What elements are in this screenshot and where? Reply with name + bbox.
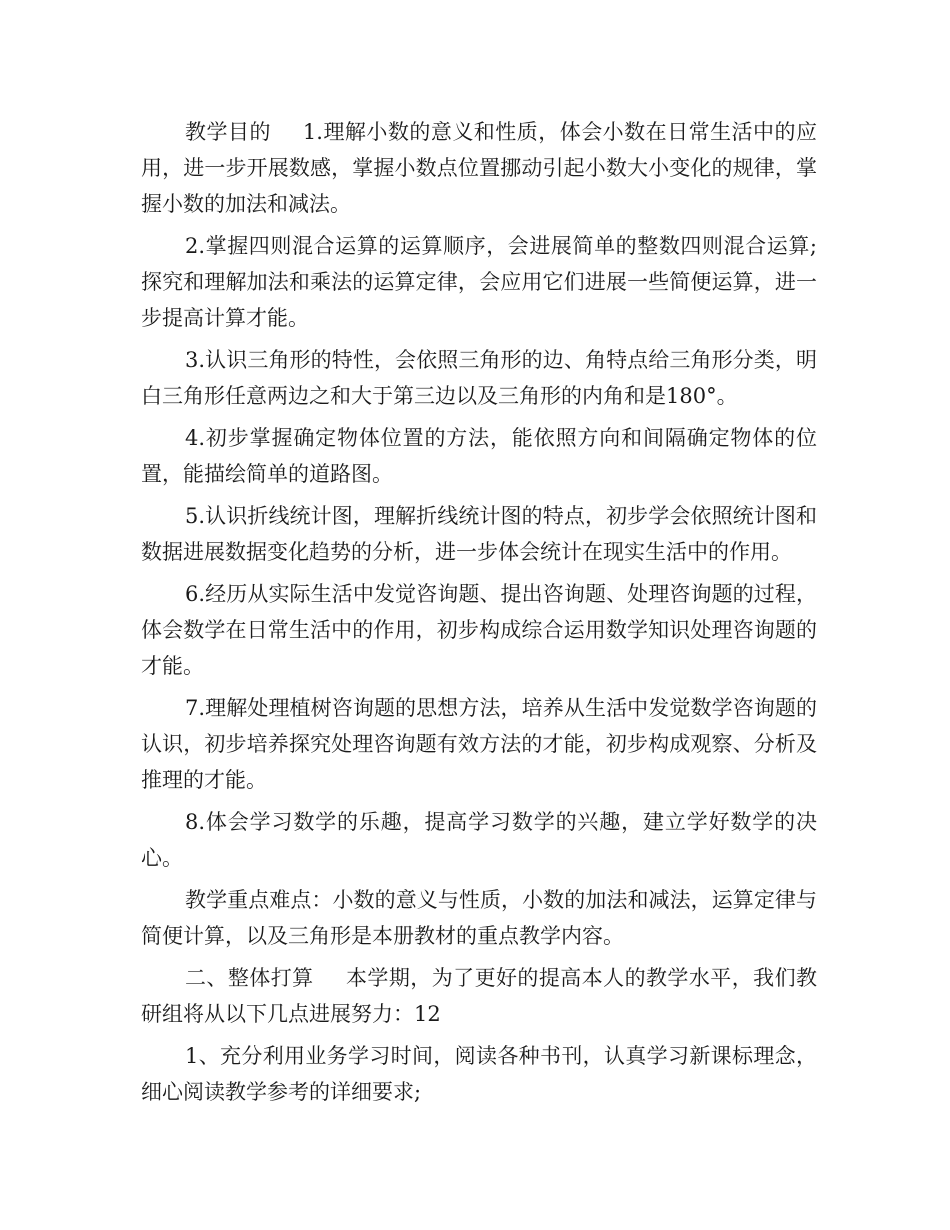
paragraph-key-points (141, 882, 817, 954)
paragraph-plan-item-1 (141, 1038, 817, 1110)
paragraph-text: 7.理解处理植树咨询题的思想方法，培养从生活中发觉数学咨询题的认识，初步培养探究处理咨询题有效方法的才能，初步构成观察、分析及推理的才能。 (141, 696, 817, 792)
section-label-overall-plan: 二、整体打算 (185, 966, 314, 990)
paragraph-objective-8 (141, 804, 817, 876)
paragraph-text: 4.初步掌握确定物体位置的方法，能依照方向和间隔确定物体的位置，能描绘简单的道路图。 (141, 426, 817, 486)
paragraph-text: 1.理解小数的意义和性质，体会小数在日常生活中的应用，进一步开展数感，掌握小数点位置挪动引起小数大小变化的规律，掌握小数的加法和减法。 (141, 120, 817, 216)
section-label-teaching-objectives: 教学目的 (185, 120, 271, 144)
paragraph-overall-plan (141, 960, 817, 1032)
paragraph-objective-6 (141, 576, 817, 684)
paragraph-objective-7 (141, 690, 817, 798)
paragraph-text: 3.认识三角形的特性，会依照三角形的边、角特点给三角形分类，明白三角形任意两边之和大于第三边以及三角形的内角和是180°。 (141, 348, 817, 408)
paragraph-text: 2.掌握四则混合运算的运算顺序，会进展简单的整数四则混合运算;探究和理解加法和乘法的运算定律，会应用它们进展一些简便运算，进一步提高计算才能。 (141, 234, 817, 330)
paragraph-text: 本学期，为了更好的提高本人的教学水平，我们教研组将从以下几点进展努力：12 (141, 966, 818, 1026)
document-body (141, 114, 817, 1116)
paragraph-objective-2 (141, 228, 817, 336)
paragraph-objective-4 (141, 420, 817, 492)
paragraph-text: 6.经历从实际生活中发觉咨询题、提出咨询题、处理咨询题的过程，体会数学在日常生活中的作用，初步构成综合运用数学知识处理咨询题的才能。 (141, 582, 817, 678)
paragraph-text: 教学重点难点：小数的意义与性质，小数的加法和减法，运算定律与简便计算，以及三角形是本册教材的重点教学内容。 (141, 888, 817, 948)
paragraph-text: 5.认识折线统计图，理解折线统计图的特点，初步学会依照统计图和数据进展数据变化趋势的分析，进一步体会统计在现实生活中的作用。 (141, 504, 817, 564)
paragraph-text: 8.体会学习数学的乐趣，提高学习数学的兴趣，建立学好数学的决心。 (141, 810, 817, 870)
paragraph-text: 1、充分利用业务学习时间，阅读各种书刊，认真学习新课标理念，细心阅读教学参考的详细要求; (141, 1044, 817, 1104)
paragraph-objective-3 (141, 342, 817, 414)
paragraph-teaching-objectives-1 (141, 114, 817, 222)
paragraph-objective-5 (141, 498, 817, 570)
